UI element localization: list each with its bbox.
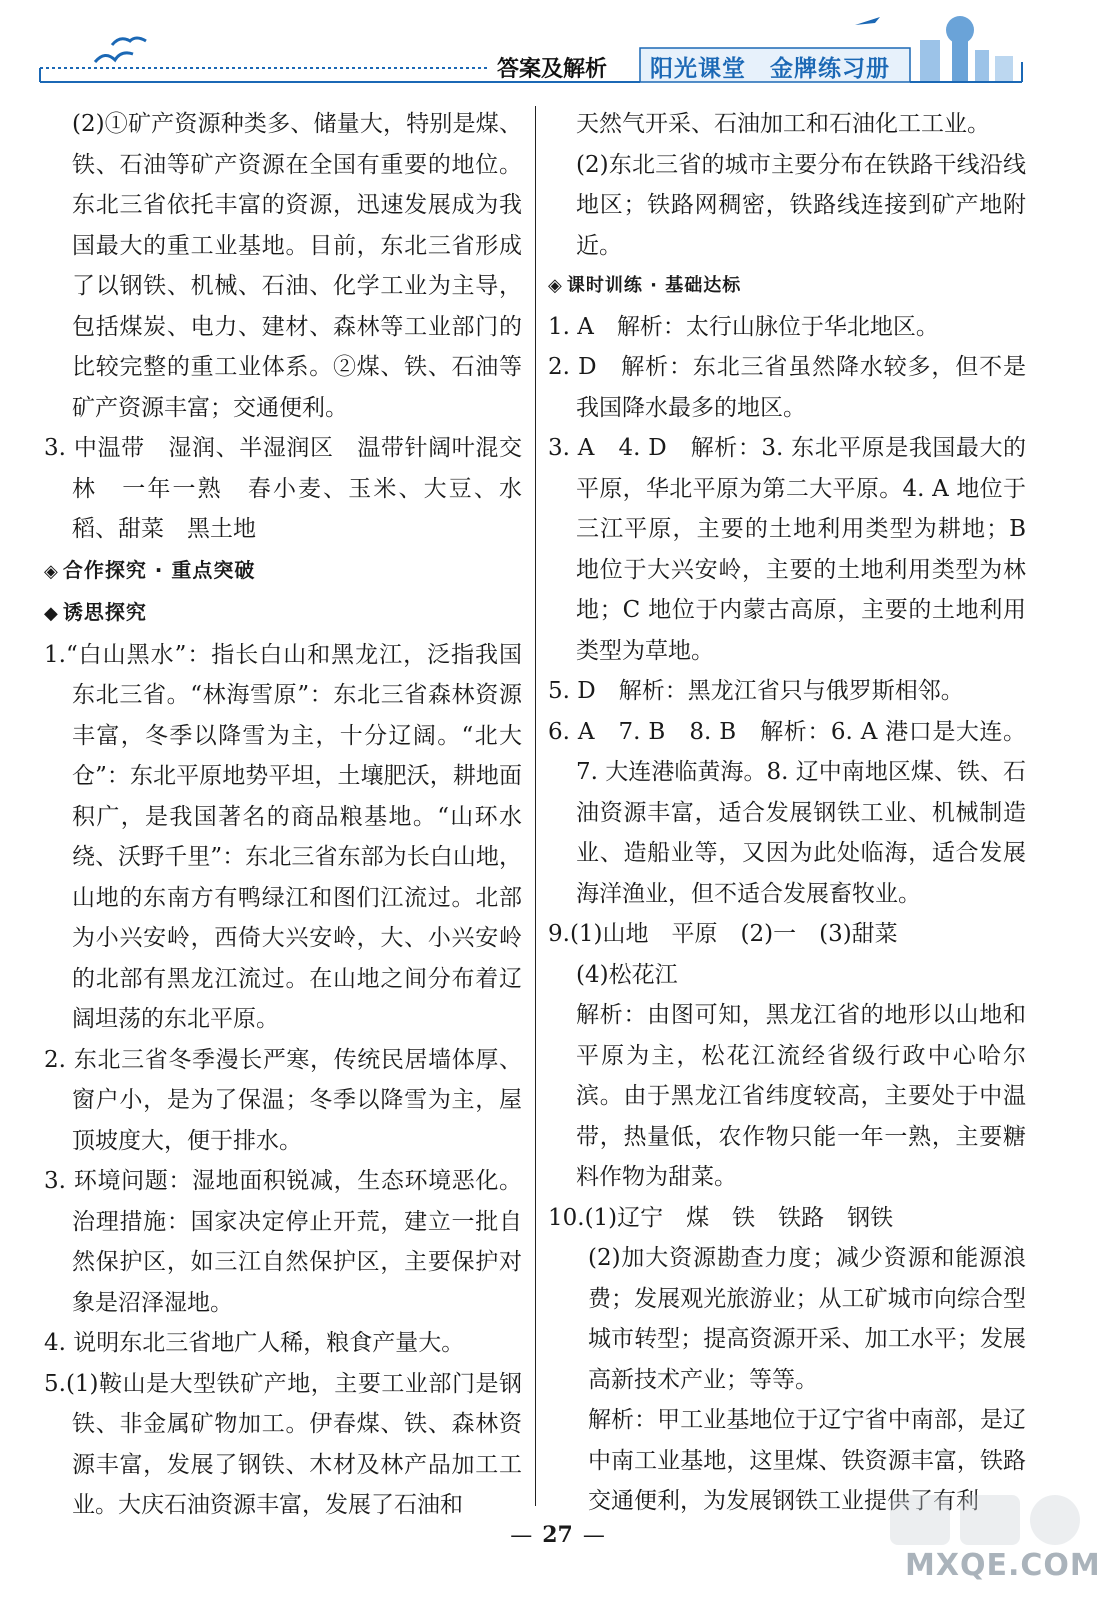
inquiry-3: 3. 环境问题：湿地面积锐减，生态环境恶化。治理措施：国家决定停止开荒，建立一批自然保护区，如三江自然保护区，主要保护对象是沼泽湿地。 xyxy=(44,1168,522,1316)
page-header xyxy=(0,0,1115,100)
exercise-10: 10.(1)辽宁 煤 铁 铁路 钢铁 xyxy=(548,1204,894,1231)
exercise-6-8: 6. A 7. B 8. B 解析：6. A 港口是大连。7. 大连港临黄海。8. 辽中南地区煤、铁、石油资源丰富，适合发展钢铁工业、机械制造业、造船业等，又因为此处临海，适合发展海洋渔业，但不适合发展畜牧业。 xyxy=(548,718,1026,907)
exercise-1: 1. A 解析：太行山脉位于华北地区。 xyxy=(548,313,939,340)
right-column xyxy=(548,104,1026,1522)
left-column xyxy=(44,104,522,1526)
inquiry-2: 2. 东北三省冬季漫长严寒，传统民居墙体厚、窗户小，是为了保温；冬季以降雪为主，屋顶坡度大，便于排水。 xyxy=(44,1046,522,1154)
page-number: — 27 — xyxy=(510,1522,605,1548)
subsection-heading-inquiry: ◆ 诱思探究 xyxy=(44,600,147,624)
diamond-icon: ◆ xyxy=(44,603,59,624)
diamond-icon: ◈ xyxy=(44,560,59,582)
answer-2-part2: (2)①矿产资源种类多、储量大，特别是煤、铁、石油等矿产资源在全国有重要的地位。东北三省依托丰富的资源，迅速发展成为我国最大的重工业基地。目前，东北三省形成了以钢铁、机械、石油、化学工业为主导，包括煤炭、电力、建材、森林等工业部门的比较完整的重工业体系。②煤、铁、石油等矿产资源丰富；交通便利。 xyxy=(72,111,522,421)
exercise-9-analysis: 解析：由图可知，黑龙江省的地形以山地和平原为主，松花江流经省级行政中心哈尔滨。由于黑龙江省纬度较高，主要处于中温带，热量低，农作物只能一年一熟，主要糖料作物为甜菜。 xyxy=(576,1002,1026,1190)
column-divider xyxy=(535,106,536,1506)
diamond-icon: ◈ xyxy=(548,275,563,296)
inquiry-4: 4. 说明东北三省地广人稀，粮食产量大。 xyxy=(44,1330,465,1356)
section-heading-cooperation: ◈ 合作探究 · 重点突破 xyxy=(44,557,256,582)
header-decoration xyxy=(0,0,1115,100)
watermark-text: MXQE.COM xyxy=(905,1548,1101,1583)
inquiry-5-cont: 天然气开采、石油加工和石油化工工业。 xyxy=(576,111,990,137)
exercise-3-4: 3. A 4. D 解析：3. 东北平原是我国最大的平原，华北平原为第二大平原。4. A 地位于三江平原，主要的土地利用类型为耕地；B 地位于大兴安岭，主要的土地利用类型为林地；C 地位于内蒙古高原，主要的土地利用类型为草地。 xyxy=(548,435,1026,664)
inquiry-1: 1.“白山黑水”：指长白山和黑龙江，泛指我国东北三省。“林海雪原”：东北三省森林资源丰富，冬季以降雪为主，十分辽阔。“北大仓”：东北平原地势平坦，土壤肥沃，耕地面积广，是我国著名的商品粮基地。“山环水绕、沃野千里”：东北三省东部为长白山地，山地的东南方有鸭绿江和图们江流过。北部为小兴安岭，西倚大兴安岭，大、小兴安岭的北部有黑龙江流过。在山地之间分布着辽阔坦荡的东北平原。 xyxy=(44,641,522,1032)
exercise-10-analysis: 解析：甲工业基地位于辽宁省中南部，是辽中南工业基地，这里煤、铁资源丰富，铁路交通便利，为发展钢铁工业提供了有利 xyxy=(588,1407,1026,1514)
inquiry-5: 5.(1)鞍山是大型铁矿产地，主要工业部门是钢铁、非金属矿物加工。伊春煤、铁、森林资源丰富，发展了钢铁、木材及林产品加工工业。大庆石油资源丰富，发展了石油和 xyxy=(44,1370,522,1518)
inquiry-5-part2: (2)东北三省的城市主要分布在铁路干线沿线地区；铁路网稠密，铁路线连接到矿产地附近。 xyxy=(576,151,1026,259)
exercise-9-part4: (4)松花江 xyxy=(576,961,678,988)
exercise-2: 2. D 解析：东北三省虽然降水较多，但不是我国降水最多的地区。 xyxy=(548,354,1026,421)
exercise-5: 5. D 解析：黑龙江省只与俄罗斯相邻。 xyxy=(548,678,964,704)
header-brand: 阳光课堂 金牌练习册 xyxy=(650,55,890,82)
header-title: 答案及解析 xyxy=(497,57,608,82)
section-heading-exercise: ◈ 课时训练 · 基础达标 xyxy=(548,275,742,296)
exercise-9: 9.(1)山地 平原 (2)一 (3)甜菜 xyxy=(548,921,898,947)
answer-3: 3. 中温带 湿润、半湿润区 温带针阔叶混交林 一年一熟 春小麦、玉米、大豆、水稻、甜菜 黑土地 xyxy=(44,435,522,542)
exercise-10-part2: (2)加大资源勘查力度；减少资源和能源浪费；发展观光旅游业；从工矿城市向综合型城市转型；提高资源开采、加工水平；发展高新技术产业；等等。 xyxy=(588,1245,1026,1393)
